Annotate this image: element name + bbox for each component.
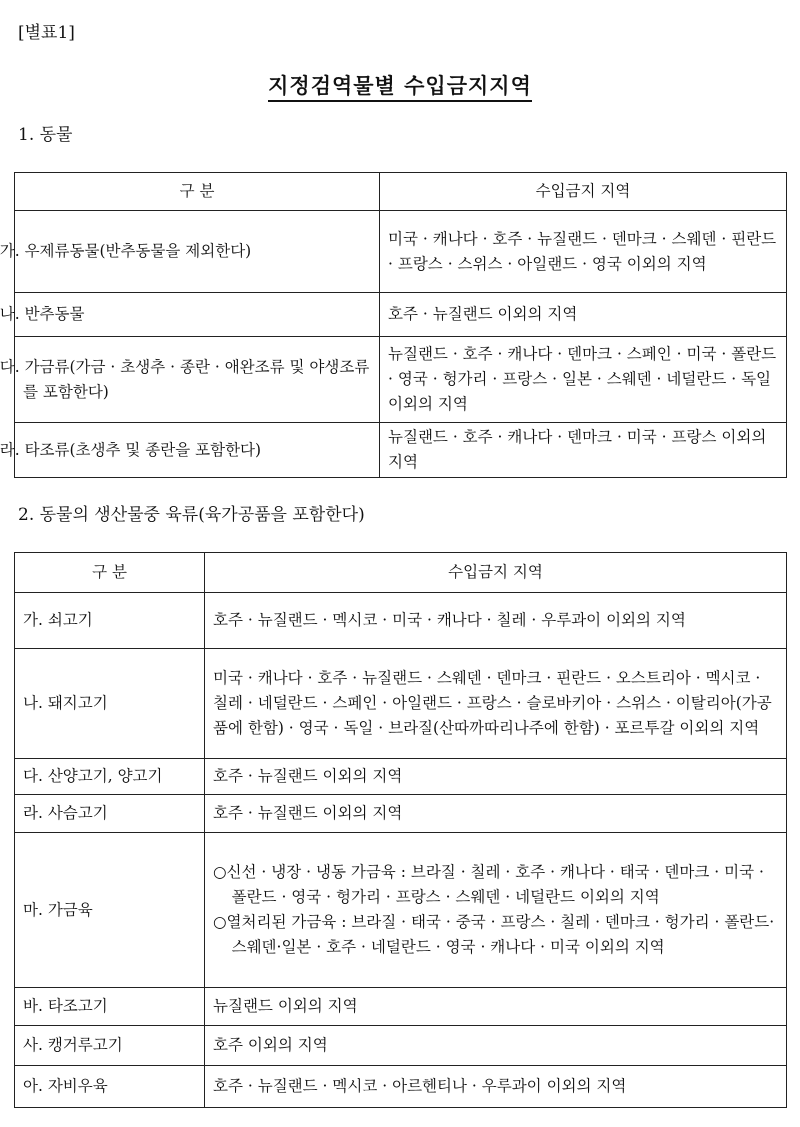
table-row: [15, 988, 787, 1026]
table-header-row: [15, 553, 787, 593]
row-category: 마. 가금육: [15, 833, 205, 988]
page-title: [0, 70, 800, 100]
row-region: 뉴질랜드 · 호주 · 캐나다 · 덴마크 · 미국 · 프랑스 이외의 지역: [380, 423, 787, 478]
row-category: 다. 가금류(가금 · 초생추 · 종란 · 애완조류 및 야생조류를 포함한다): [15, 337, 380, 423]
row-region: 미국 · 캐나다 · 호주 · 뉴질랜드 · 덴마크 · 스웨덴 · 핀란드 · 프랑스 · 스위스 · 아일랜드 · 영국 이외의 지역: [380, 211, 787, 293]
table-row: [15, 795, 787, 833]
row-category: 가. 우제류동물(반추동물을 제외한다): [15, 211, 380, 293]
row-category: 사. 캥거루고기: [15, 1026, 205, 1066]
page-title-text: 지정검역물별 수입금지지역: [268, 73, 532, 102]
table-row: [15, 1026, 787, 1066]
table-row: [15, 759, 787, 795]
row-category: 아. 자비우육: [15, 1066, 205, 1108]
row-region: 호주 · 뉴질랜드 이외의 지역: [380, 293, 787, 337]
poultry-fresh-item: ○신선 · 냉장 · 냉동 가금육 : 브라질 · 칠레 · 호주 · 캐나다 · 태국 · 덴마크 · 미국 · 폴란드 · 영국 · 헝가리 · 프랑스 · 스웨덴 · 네덜란드 이외의 지역: [213, 863, 764, 906]
row-category: 바. 타조고기: [15, 988, 205, 1026]
row-region: 호주 · 뉴질랜드 · 멕시코 · 아르헨티나 · 우루과이 이외의 지역: [205, 1066, 787, 1108]
column-header-category: 구 분: [15, 553, 205, 593]
column-header-category: 구 분: [15, 173, 380, 211]
row-region: 호주 · 뉴질랜드 · 멕시코 · 미국 · 캐나다 · 칠레 · 우루과이 이외의 지역: [205, 593, 787, 649]
section1-heading: 1. 동물: [18, 125, 73, 145]
row-region: 미국 · 캐나다 · 호주 · 뉴질랜드 · 스웨덴 · 덴마크 · 핀란드 · 오스트리아 · 멕시코 · 칠레 · 네덜란드 · 스페인 · 아일랜드 · 프랑스 · 슬로바키아 · 스위스 · 이탈리아(가공품에 한함) · 영국 · 독일 · 브라질(산따까따리나주에 한함) · 포르투갈 이외의 지역: [205, 649, 787, 759]
section2-heading: 2. 동물의 생산물중 육류(육가공품을 포함한다): [18, 505, 365, 525]
table-row: [15, 1066, 787, 1108]
table-row: [15, 337, 787, 423]
column-header-region: 수입금지 지역: [380, 173, 787, 211]
table-header-row: [15, 173, 787, 211]
column-header-region: 수입금지 지역: [205, 553, 787, 593]
row-category: 라. 타조류(초생추 및 종란을 포함한다): [15, 423, 380, 478]
table-row: [15, 649, 787, 759]
table-row: [15, 423, 787, 478]
row-category: 가. 쇠고기: [15, 593, 205, 649]
table-row: [15, 211, 787, 293]
animals-table: [0, 172, 787, 478]
row-category: 라. 사슴고기: [15, 795, 205, 833]
row-region: 호주 · 뉴질랜드 이외의 지역: [205, 759, 787, 795]
row-region: 뉴질랜드 · 호주 · 캐나다 · 덴마크 · 스페인 · 미국 · 폴란드 · 영국 · 헝가리 · 프랑스 · 일본 · 스웨덴 · 네덜란드 · 독일 이외의 지역: [380, 337, 787, 423]
row-region: 뉴질랜드 이외의 지역: [205, 988, 787, 1026]
meat-table: [14, 552, 787, 1108]
table-row: [15, 293, 787, 337]
row-region: 호주 · 뉴질랜드 이외의 지역: [205, 795, 787, 833]
appendix-label: [별표1]: [18, 23, 75, 43]
poultry-heated-item: ○열처리된 가금육 : 브라질 · 태국 · 중국 · 프랑스 · 칠레 · 덴마크 · 헝가리 · 폴란드·스웨덴·일본 · 호주 · 네덜란드 · 영국 · 캐나다 · 미국 이외의 지역: [213, 913, 775, 956]
row-category: 다. 산양고기, 양고기: [15, 759, 205, 795]
row-category: 나. 반추동물: [15, 293, 380, 337]
table-row: [15, 593, 787, 649]
row-region: 호주 이외의 지역: [205, 1026, 787, 1066]
row-category: 나. 돼지고기: [15, 649, 205, 759]
table-row: [15, 833, 787, 988]
row-region: [205, 833, 787, 988]
